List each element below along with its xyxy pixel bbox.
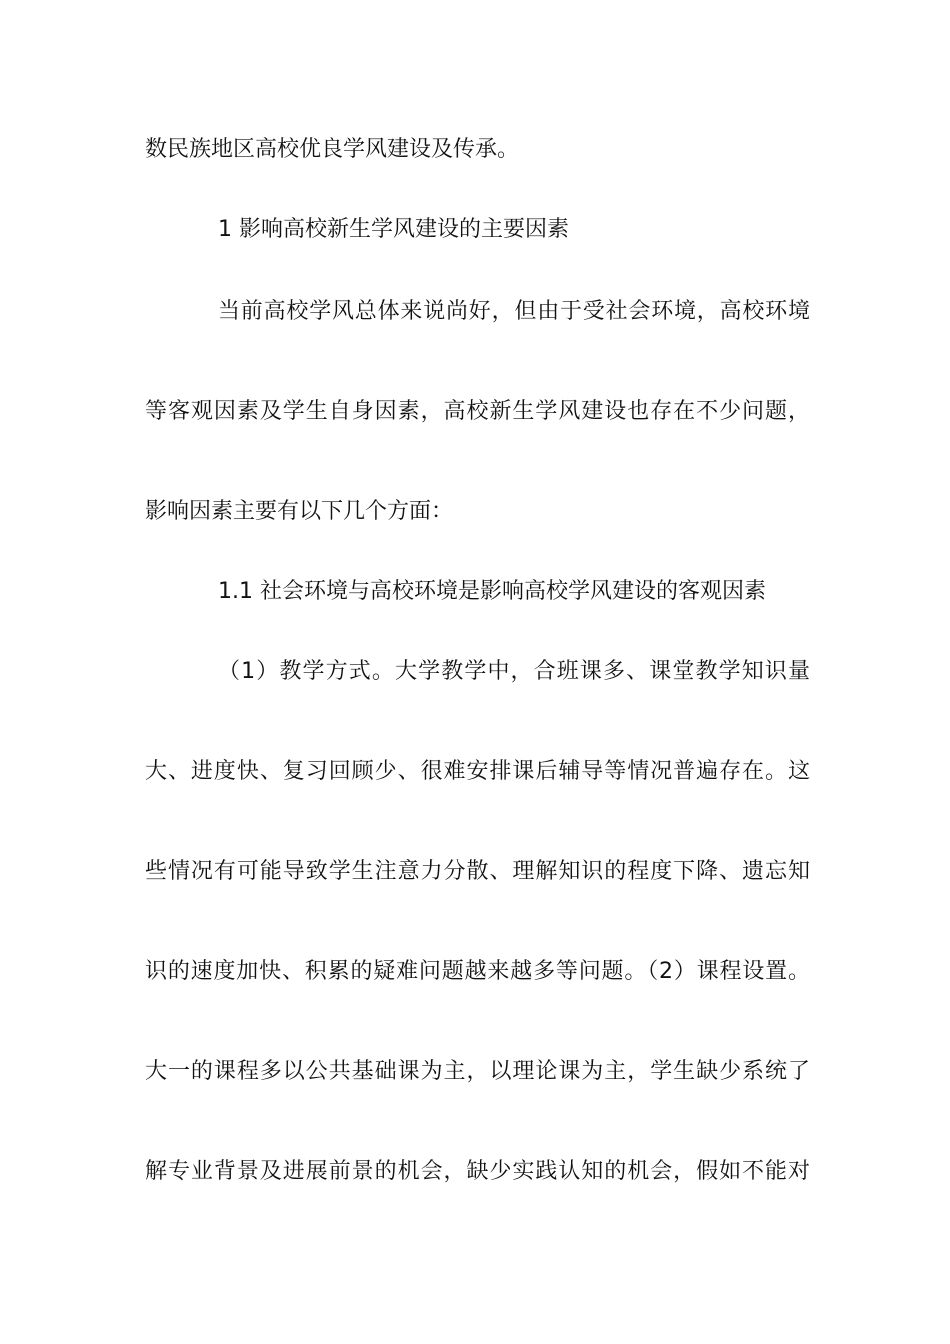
paragraph-line-8: 识的速度加快、积累的疑难问题越来越多等问题。（2）课程设置。 <box>145 959 810 984</box>
paragraph-line-3: 等客观因素及学生自身因素，高校新生学风建设也存在不少问题， <box>145 399 810 424</box>
paragraph-line-7: 些情况有可能导致学生注意力分散、理解知识的程度下降、遗忘知 <box>145 859 810 884</box>
paragraph-line-6: 大、进度快、复习回顾少、很难安排课后辅导等情况普遍存在。这 <box>145 759 810 784</box>
paragraph-line-5: （1）教学方式。大学教学中，合班课多、课堂教学知识量 <box>218 659 810 684</box>
paragraph-line-9: 大一的课程多以公共基础课为主，以理论课为主，学生缺少系统了 <box>145 1059 810 1084</box>
section-heading-1-1: 1.1 社会环境与高校环境是影响高校学风建设的客观因素 <box>218 579 766 604</box>
paragraph-line-10: 解专业背景及进展前景的机会，缺少实践认知的机会，假如不能对 <box>145 1159 810 1184</box>
paragraph-line-4: 影响因素主要有以下几个方面： <box>145 499 454 524</box>
paragraph-line-1: 数民族地区高校优良学风建设及传承。 <box>145 137 520 162</box>
paragraph-line-2: 当前高校学风总体来说尚好，但由于受社会环境，高校环境 <box>218 299 810 324</box>
section-heading-1: 1 影响高校新生学风建设的主要因素 <box>218 217 569 242</box>
